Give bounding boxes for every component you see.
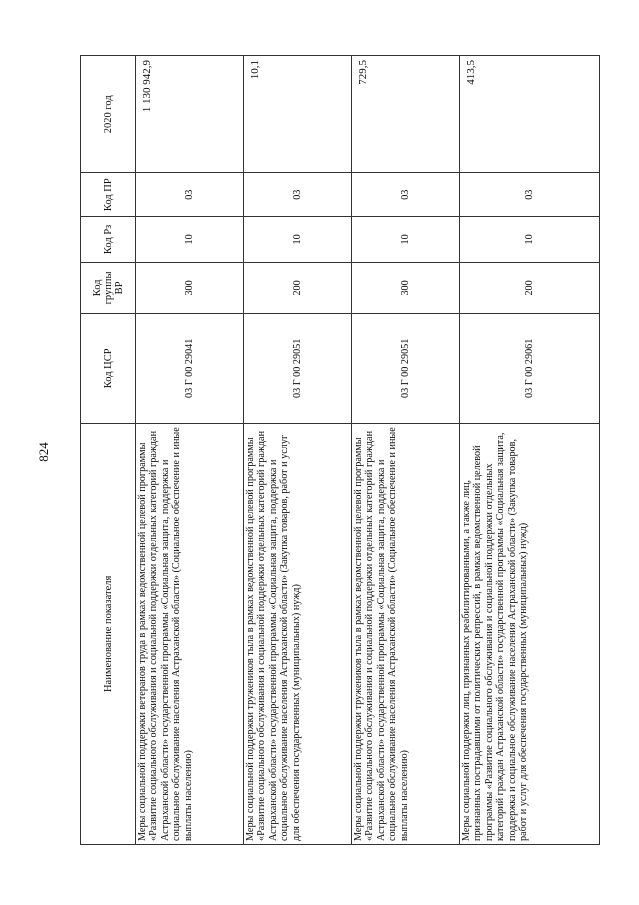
table-row bbox=[460, 56, 600, 845]
table-row bbox=[244, 56, 352, 845]
page-number-text: 824 bbox=[36, 442, 51, 462]
cell-name: Меры социальной поддержки тружеников тыла в рамках ведомственной целевой программы «Развитие социального обслуживания и социальной поддержки отдельных категорий граждан Астраханской области» государственной программы «Социальная защита, поддержка и социальное обслуживание населения Астраханской области» (Социальное обеспечение и иные выплаты населению) bbox=[352, 423, 460, 844]
cell-csr: 03 Г 00 29061 bbox=[460, 313, 600, 423]
cell-vr: 300 bbox=[136, 262, 244, 313]
header-year: 2020 год bbox=[81, 56, 136, 174]
cell-name: Меры социальной поддержки тружеников тыла в рамках ведомственной целевой программы «Развитие социального обслуживания и социальной поддержки отдельных категорий граждан Астраханской области» государственной программы «Социальная защита, поддержка и социальное обслуживание населения Астраханской области» (Закупка товаров, работ и услуг для обеспечения государственных (муниципальных) нужд) bbox=[244, 423, 352, 844]
cell-amount: 729,5 bbox=[352, 56, 460, 174]
table-row bbox=[352, 56, 460, 845]
budget-table bbox=[80, 55, 600, 845]
cell-pr: 03 bbox=[136, 173, 244, 216]
cell-amount: 10,1 bbox=[244, 56, 352, 174]
header-csr: Код ЦСР bbox=[81, 313, 136, 423]
cell-csr: 03 Г 00 29051 bbox=[244, 313, 352, 423]
header-name: Наименование показателя bbox=[81, 423, 136, 844]
header-vr: Код группы ВР bbox=[81, 262, 136, 313]
header-rz: Код Рз bbox=[81, 216, 136, 262]
header-pr: Код ПР bbox=[81, 173, 136, 216]
cell-csr: 03 Г 00 29041 bbox=[136, 313, 244, 423]
cell-csr: 03 Г 00 29051 bbox=[352, 313, 460, 423]
page-number bbox=[36, 438, 52, 466]
cell-pr: 03 bbox=[244, 173, 352, 216]
cell-pr: 03 bbox=[352, 173, 460, 216]
cell-vr: 300 bbox=[352, 262, 460, 313]
cell-name: Меры социальной поддержки ветеранов труда в рамках ведомственной целевой программы «Развитие социального обслуживания и социальной поддержки отдельных категорий граждан Астраханской области» государственной программы «Социальная защита, поддержка и социальное обслуживание населения Астраханской области» (Социальное обеспечение и иные выплаты населению) bbox=[136, 423, 244, 844]
cell-pr: 03 bbox=[460, 173, 600, 216]
cell-rz: 10 bbox=[460, 216, 600, 262]
budget-table-container bbox=[80, 55, 600, 845]
table-header-row bbox=[81, 56, 136, 845]
cell-rz: 10 bbox=[136, 216, 244, 262]
table-row bbox=[136, 56, 244, 845]
cell-rz: 10 bbox=[244, 216, 352, 262]
cell-rz: 10 bbox=[352, 216, 460, 262]
cell-name: Меры социальной поддержки лиц, признанных реабилитированными, а также лиц, признанных пострадавшими от политических репрессий, в рамках ведомственной целевой программы «Развитие социального обслуживания и социальной поддержки отдельных категорий граждан Астраханской области» государственной программы «Социальная защита, поддержка и социальное обслуживание населения Астраханской области» (Закупка товаров, работ и услуг для обеспечения государственных (муниципальных) нужд) bbox=[460, 423, 600, 844]
cell-amount: 1 130 942,9 bbox=[136, 56, 244, 174]
cell-vr: 200 bbox=[244, 262, 352, 313]
cell-vr: 200 bbox=[460, 262, 600, 313]
cell-amount: 413,5 bbox=[460, 56, 600, 174]
